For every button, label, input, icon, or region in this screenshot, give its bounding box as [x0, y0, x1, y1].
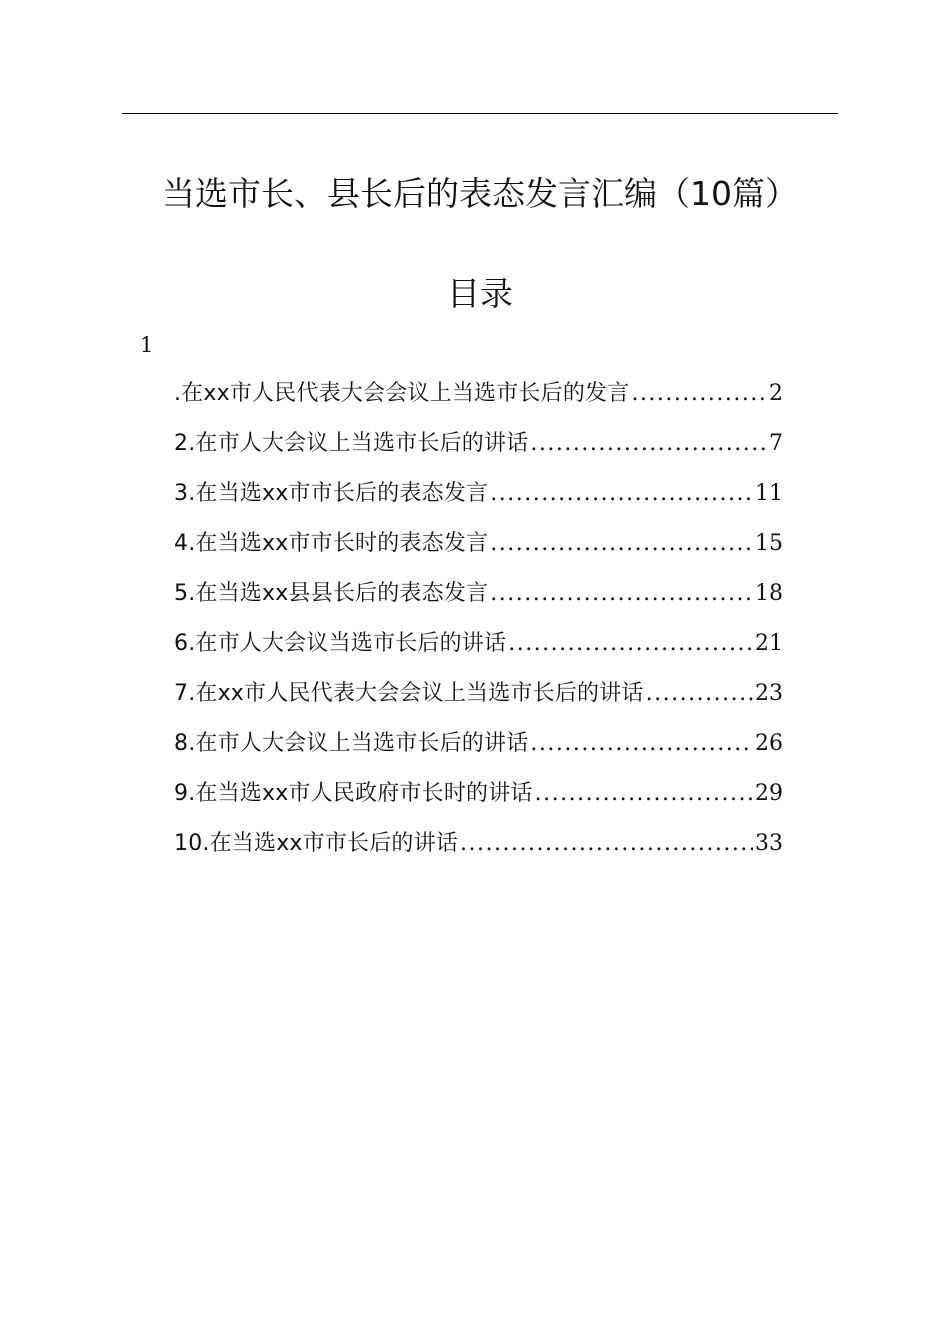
- toc-entry[interactable]: [174, 722, 783, 772]
- toc-entry-page: 7: [769, 431, 783, 456]
- toc-entry-page: 15: [755, 531, 783, 556]
- toc-entry[interactable]: [174, 772, 783, 822]
- toc-leader-dots: [508, 622, 753, 666]
- toc-entry-title: 3.在当选xx市市长后的表态发言: [174, 481, 489, 506]
- toc-leader-dots: [530, 722, 753, 766]
- toc-leader-dots: [530, 422, 767, 466]
- toc-entry-title: .在xx市人民代表大会会议上当选市长后的发言: [174, 381, 630, 406]
- toc-entry[interactable]: [174, 372, 783, 422]
- toc-entry[interactable]: [174, 622, 783, 672]
- toc-leader-dots: [631, 372, 767, 416]
- header-rule: [122, 113, 838, 114]
- stray-number: 1: [140, 333, 154, 357]
- toc-entry-page: 21: [755, 631, 783, 656]
- toc-entry-page: 33: [755, 831, 783, 856]
- toc-entry[interactable]: [174, 822, 783, 872]
- toc-leader-dots: [490, 572, 753, 616]
- toc-entry-title: 10.在当选xx市市长后的讲话: [174, 831, 459, 856]
- toc-entry-page: 26: [755, 731, 783, 756]
- toc-entry-title: 8.在市人大会议上当选市长后的讲话: [174, 731, 529, 756]
- toc-entry-page: 23: [755, 681, 783, 706]
- toc-entry[interactable]: [174, 472, 783, 522]
- toc-entry-title: 9.在当选xx市人民政府市长时的讲话: [174, 781, 533, 806]
- toc-entry-title: 4.在当选xx市市长时的表态发言: [174, 531, 489, 556]
- toc-entry[interactable]: [174, 522, 783, 572]
- toc-entry-title: 5.在当选xx县县长后的表态发言: [174, 581, 489, 606]
- toc-entry-page: 2: [769, 381, 783, 406]
- toc-leader-dots: [490, 472, 753, 516]
- toc-entry[interactable]: [174, 572, 783, 622]
- toc-entry[interactable]: [174, 422, 783, 472]
- toc-entry[interactable]: [174, 672, 783, 722]
- table-of-contents: [174, 372, 783, 872]
- toc-entry-page: 11: [755, 481, 783, 506]
- toc-leader-dots: [535, 772, 753, 816]
- toc-entry-page: 29: [755, 781, 783, 806]
- toc-leader-dots: [646, 672, 753, 716]
- document-title: 当选市长、县长后的表态发言汇编（10篇）: [162, 174, 798, 213]
- toc-entry-page: 18: [755, 581, 783, 606]
- toc-entry-title: 2.在市人大会议上当选市长后的讲话: [174, 431, 529, 456]
- toc-entry-title: 7.在xx市人民代表大会会议上当选市长后的讲话: [174, 681, 644, 706]
- toc-leader-dots: [460, 822, 753, 866]
- toc-heading: 目录: [447, 274, 513, 313]
- toc-entry-title: 6.在市人大会议当选市长后的讲话: [174, 631, 507, 656]
- toc-leader-dots: [490, 522, 753, 566]
